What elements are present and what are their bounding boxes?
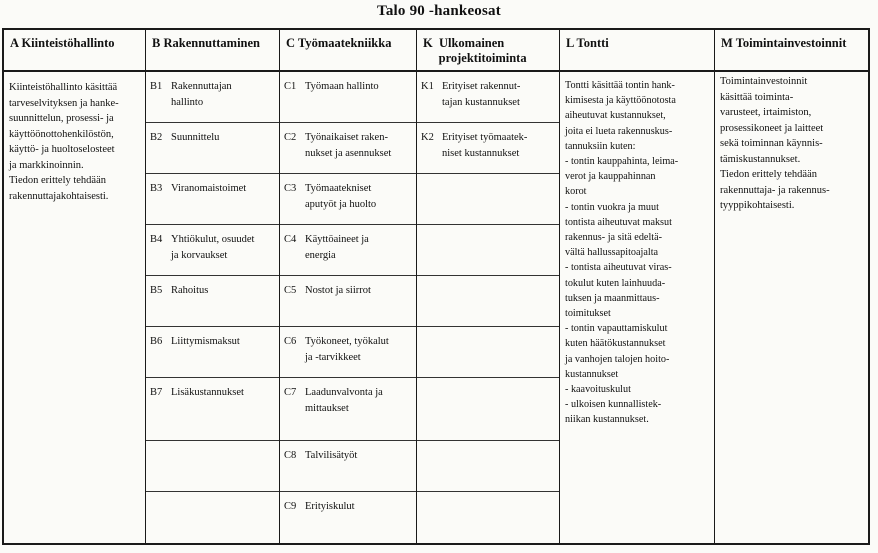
row-code: K1 (421, 81, 434, 92)
row-code: C6 (284, 336, 297, 347)
row-code: B3 (150, 183, 163, 194)
row-label: Työkoneet, työkalut ja -tarvikkeet (305, 336, 389, 363)
row-code: C7 (284, 387, 297, 398)
table-row (146, 492, 279, 545)
table-row (146, 72, 279, 123)
table-row (280, 327, 416, 378)
table-row (280, 225, 416, 276)
document-title: Talo 90 -hankeosat (377, 3, 501, 19)
row-code: C5 (284, 285, 297, 296)
table-row (280, 123, 416, 174)
table-row (146, 441, 279, 492)
table-row (417, 276, 559, 327)
table-row (146, 276, 279, 327)
table-row (280, 72, 416, 123)
table-row (146, 123, 279, 174)
column-k-header: K Ulkomainen projektitoiminta (417, 30, 559, 72)
table-row (146, 174, 279, 225)
table-row (417, 123, 559, 174)
table-row (417, 378, 559, 441)
table-row (417, 441, 559, 492)
row-label: Rakennuttajan hallinto (171, 81, 232, 108)
row-label: Talvilisätyöt (305, 450, 358, 461)
table-row (146, 378, 279, 441)
column-b-rows (146, 72, 279, 543)
table-row (146, 327, 279, 378)
table-row (417, 174, 559, 225)
column-l (560, 30, 715, 543)
column-b (146, 30, 280, 543)
column-m-text: Toimintainvestoinnit käsittää toiminta- varusteet, irtaimiston, prosessikoneet ja laitteet sekä toiminnan käynnis- tämiskustannukset. Tiedon erittely tehdään rakennuttaja- ja rakennus- tyyppikohtaisesti. (720, 76, 830, 211)
row-label: Suunnittelu (171, 132, 220, 143)
column-m-header: M Toimintainvestoinnit (715, 30, 868, 72)
row-code: B4 (150, 234, 163, 245)
row-code: C2 (284, 132, 297, 143)
table-row (280, 378, 416, 441)
table-row (417, 225, 559, 276)
column-m (715, 30, 868, 543)
row-label: Rahoitus (171, 285, 209, 296)
row-code: C4 (284, 234, 297, 245)
table-row (417, 327, 559, 378)
row-label: Laadunvalvonta ja mittaukset (305, 387, 383, 414)
row-label: Työnaikaiset raken- nukset ja asennukset (305, 132, 392, 159)
row-code: C9 (284, 501, 297, 512)
table-row (280, 276, 416, 327)
table-row (280, 441, 416, 492)
row-code: C1 (284, 81, 297, 92)
column-a-text: Kiinteistöhallinto käsittää tarveselvityksen ja hanke- suunnittelun, prosessi- ja käyttöönottohenkilöstön, käyttö- ja huoltoselosteet ja markkinoinnin. Tiedon erittely tehdään rakennuttajakohtaisesti. (9, 82, 119, 202)
table-row (280, 492, 416, 545)
column-k (417, 30, 560, 543)
row-code: B6 (150, 336, 163, 347)
row-label: Yhtiökulut, osuudet ja korvaukset (171, 234, 255, 261)
column-c (280, 30, 417, 543)
row-label: Erityiset työmaatek- niset kustannukset (442, 132, 528, 159)
row-label: Erityiskulut (305, 501, 355, 512)
row-label: Käyttöaineet ja energia (305, 234, 369, 261)
column-l-text: Tontti käsittää tontin hank- kimisesta ja käyttöönotosta aiheutuvat kustannukset, joita ei lueta rakennuskus- tannuksiin kuten: - tontin kauppahinta, leima- verot ja kauppahinnan korot - tontin vuokra ja muut tontista aiheutuvat maksut rakennus- ja sitä edeltä- vältä hallussapitoajalta - tontista aiheutuvat viras- tokulut kuten lainhuuda- tuksen ja maanmittaus- toimitukset - tontin vapauttamiskulut kuten häätökustannukset ja vanhojen talojen hoito- kustannukset - kaavoituskulut - ulkoisen kunnallistek- niikan kustannukset. (565, 80, 679, 426)
row-label: Viranomaistoimet (171, 183, 247, 194)
column-a-header: A Kiinteistöhallinto (4, 30, 145, 72)
row-label: Työmaan hallinto (305, 81, 379, 92)
table-row (146, 225, 279, 276)
row-code: B5 (150, 285, 163, 296)
row-code: C3 (284, 183, 297, 194)
row-code: B1 (150, 81, 163, 92)
row-label: Liittymismaksut (171, 336, 240, 347)
row-label: Nostot ja siirrot (305, 285, 371, 296)
row-label: Työmaatekniset aputyöt ja huolto (305, 183, 377, 210)
row-label: Lisäkustannukset (171, 387, 244, 398)
column-l-header: L Tontti (560, 30, 714, 72)
column-k-rows (417, 72, 559, 543)
row-code: B2 (150, 132, 163, 143)
row-code: B7 (150, 387, 163, 398)
column-c-rows (280, 72, 416, 543)
table-row (417, 72, 559, 123)
column-b-header: B Rakennuttaminen (146, 30, 279, 72)
row-label: Erityiset rakennut- tajan kustannukset (442, 81, 521, 108)
project-parts-table (2, 28, 870, 545)
table-row (417, 492, 559, 545)
column-a (4, 30, 146, 543)
column-c-header: C Työmaatekniikka (280, 30, 416, 72)
row-code: K2 (421, 132, 434, 143)
row-code: C8 (284, 450, 297, 461)
table-row (280, 174, 416, 225)
